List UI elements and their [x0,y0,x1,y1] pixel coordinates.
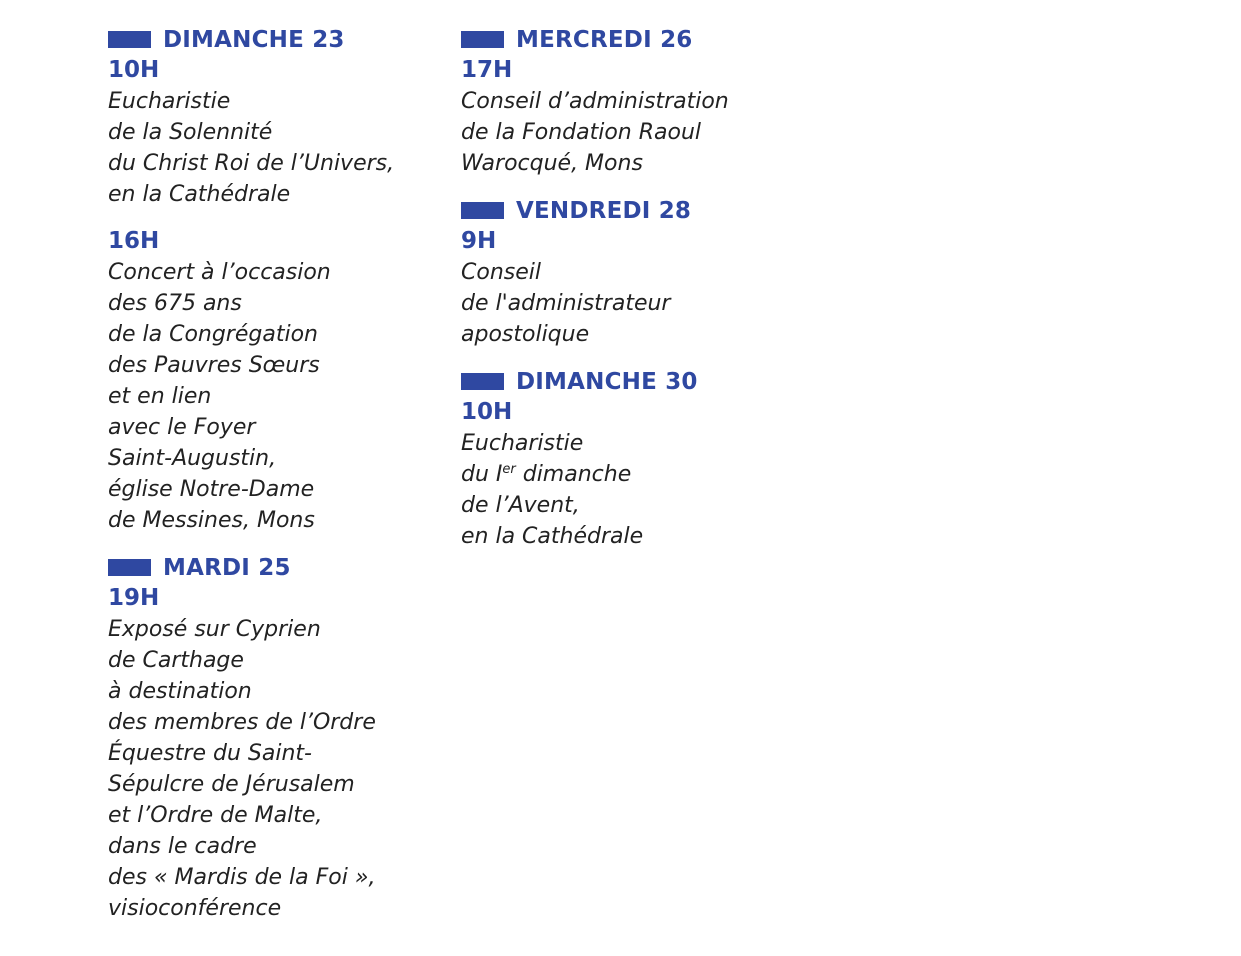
event-description-line: et en lien [108,384,212,409]
event-description-line: dans le cadre [108,834,257,859]
day-marker-bar [461,202,504,219]
event-description-line: église Notre-Dame [108,477,315,502]
event-time: 10H [108,57,160,83]
event-description-text: dimanche [515,462,632,487]
event-time: 16H [108,228,160,254]
event-description-line: Eucharistie [108,89,231,114]
event-description-line: des membres de l’Ordre [108,710,376,735]
event-description-line [461,459,821,490]
event-description-line: visioconférence [108,896,282,921]
event-description-line: Équestre du Saint- [108,741,312,766]
event-description-line: des Pauvres Sœurs [108,353,320,378]
event [108,55,448,210]
day-block [461,366,821,552]
day-block [108,24,448,536]
day-header [108,24,448,55]
day-header [461,366,821,397]
event-description-line: Conseil d’administration [461,89,729,114]
day-block [461,195,821,350]
event-description-line: en la Cathédrale [461,524,644,549]
event-description-line: Concert à l’occasion [108,260,331,285]
event-description-line: des « Mardis de la Foi », [108,865,376,890]
event-description-line: Conseil [461,260,541,285]
event-time: 19H [108,585,160,611]
event-description-line: Eucharistie [461,431,584,456]
day-header [461,24,821,55]
event-description-line: de Messines, Mons [108,508,315,533]
event-description-line: de l'administrateur [461,291,671,316]
event [461,55,821,179]
agenda-column-right [461,24,821,568]
day-name: VENDREDI 28 [516,197,692,224]
day-name: DIMANCHE 23 [163,26,345,53]
event-description-line: Saint-Augustin, [108,446,277,471]
ordinal-superscript: er [502,462,516,477]
event-time: 10H [461,399,513,425]
event-description-line: de l’Avent, [461,493,580,518]
event [108,226,448,536]
day-header [108,552,448,583]
day-marker-bar [461,31,504,48]
event-description-line: apostolique [461,322,590,347]
event-description-line: en la Cathédrale [108,182,291,207]
event-description-line: Sépulcre de Jérusalem [108,772,355,797]
day-name: MERCREDI 26 [516,26,693,53]
event-description-line: avec le Foyer [108,415,256,440]
event [461,397,821,552]
event-description-line: de Carthage [108,648,244,673]
day-marker-bar [108,559,151,576]
event-description-line: Warocqué, Mons [461,151,643,176]
event-time: 9H [461,228,497,254]
agenda-column-left [108,24,448,940]
event-description-line: de la Fondation Raoul [461,120,702,145]
event-description-line: du Christ Roi de l’Univers, [108,151,395,176]
event-description-line: Exposé sur Cyprien [108,617,321,642]
day-name: MARDI 25 [163,554,291,581]
event-description-line: des 675 ans [108,291,242,316]
day-name: DIMANCHE 30 [516,368,698,395]
event-description-text: du I [461,462,503,487]
day-block [461,24,821,179]
event-time: 17H [461,57,513,83]
day-marker-bar [461,373,504,390]
event [461,226,821,350]
event-description-line: et l’Ordre de Malte, [108,803,323,828]
event-description-line: de la Congrégation [108,322,318,347]
day-marker-bar [108,31,151,48]
event [108,583,448,924]
day-header [461,195,821,226]
event-description-line: à destination [108,679,252,704]
event-description-line: de la Solennité [108,120,273,145]
day-block [108,552,448,924]
